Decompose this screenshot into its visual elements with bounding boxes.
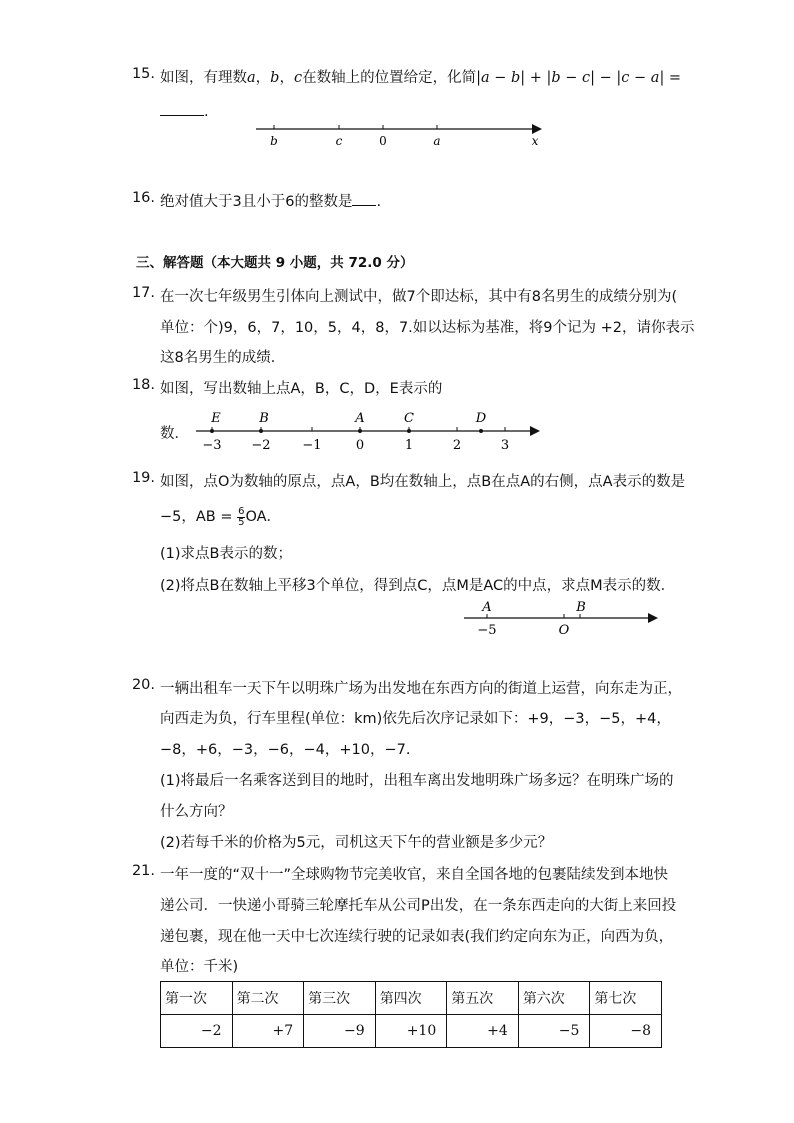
label-d: D (475, 411, 487, 426)
label-x: x (531, 134, 539, 148)
table-cell: +7 (232, 1015, 304, 1048)
q15-expression: |a − b| + |b − c| − |c − a| = (476, 70, 682, 86)
tick-label-minus-1: −1 (302, 438, 322, 453)
q19-line-2 (160, 505, 281, 528)
question-number-21: 21. (131, 863, 155, 879)
q16-text (160, 190, 381, 211)
question-number-20: 20. (131, 677, 155, 693)
point-a (358, 429, 362, 433)
q15-text-a: 如图，有理数 (160, 70, 247, 86)
denominator: 5 (238, 516, 245, 528)
q20-line-3: −8，+6，−3，−6，−4，+10，−7. (160, 742, 411, 758)
arrow-head (530, 426, 540, 436)
tick-label-1: 1 (404, 438, 414, 453)
q17-line-1: 在一次七年级男生引体向上测试中，做7个即达标，其中有8名男生的成绩分别为( (160, 289, 678, 305)
q20-sub-1-line-2: 什么方向？ (160, 804, 233, 820)
q18-number-line (192, 406, 542, 454)
tick-label-0: 0 (355, 438, 365, 453)
question-number-19: 19. (131, 470, 155, 486)
tick-label-2: 2 (452, 438, 462, 453)
q20-line-1: 一辆出租车一天下午以明珠广场为出发地在东西方向的街道上运营，向东走为正， (160, 681, 682, 697)
answer-blank[interactable] (352, 191, 376, 206)
q18-line-2: 数． (160, 426, 189, 442)
var-c: c (293, 70, 303, 86)
question-number-16: 16. (131, 190, 155, 206)
tick-label-minus-5: −5 (477, 623, 497, 638)
q15-text-b: 在数轴上的位置给定，化简 (302, 70, 477, 86)
table-header-cell: 第一次 (161, 982, 233, 1015)
table-header-cell: 第七次 (590, 982, 662, 1015)
point-d (479, 429, 483, 433)
table-cell: −5 (518, 1015, 590, 1048)
section-title: 三、解答题（本大题共 9 小题，共 72.0 分） (136, 255, 414, 271)
arrow-head (532, 124, 542, 134)
table-header-cell: 第三次 (304, 982, 376, 1015)
q15-answer-line (160, 101, 209, 120)
arrow-head (648, 613, 658, 623)
label-a: A (482, 600, 492, 615)
table-header-row (161, 982, 662, 1015)
label-c: c (335, 134, 343, 148)
tick-label-minus-2: −2 (251, 438, 271, 453)
table-cell: −2 (161, 1015, 233, 1048)
table-row (161, 1015, 662, 1048)
tick-label-o: O (558, 623, 570, 638)
q19-line-1: 如图，点O为数轴的原点，点A，B均在数轴上，点B在点A的右侧，点A表示的数是 (160, 474, 686, 490)
label-a: A (355, 411, 365, 426)
tick-label-3: 3 (500, 438, 510, 453)
q16-stem: 绝对值大于3且小于6的整数是 (160, 194, 353, 210)
q19-line-2-pre: −5，AB = (160, 509, 233, 525)
q21-line-4: 单位：千米) (160, 959, 239, 975)
period: . (376, 194, 382, 210)
answer-blank[interactable] (160, 101, 204, 116)
point-b (259, 429, 263, 433)
q18-line-1: 如图，写出数轴上点A，B，C，D，E表示的 (160, 381, 443, 397)
var-a: a (247, 70, 256, 86)
table-header-cell: 第四次 (375, 982, 447, 1015)
q20-line-2: 向西走为负，行车里程(单位：km)依先后次序记录如下：+9，−3，−5，+4， (160, 711, 671, 727)
var-b: b (270, 70, 280, 86)
point-c (407, 429, 411, 433)
sep: ， (279, 70, 294, 86)
tick-label-minus-3: −3 (202, 438, 222, 453)
q21-line-3: 递包裹，现在他一天中七次连续行驶的记录如表(我们约定向东为正，向西为负， (160, 929, 674, 945)
question-number-17: 17. (131, 285, 155, 301)
sep: ， (255, 70, 271, 86)
label-b: B (259, 411, 269, 426)
q15-number-line (250, 118, 550, 150)
label-0: 0 (379, 134, 387, 148)
label-b: B (576, 600, 586, 615)
q19-line-2-post: OA． (245, 509, 282, 525)
point-e (210, 429, 214, 433)
label-a: a (433, 134, 441, 148)
table-cell: −8 (590, 1015, 662, 1048)
table-header-cell: 第六次 (518, 982, 590, 1015)
table-cell: +4 (447, 1015, 519, 1048)
q19-number-line (460, 598, 662, 638)
label-c: C (404, 411, 414, 426)
q17-line-2: 单位：个)9，6，7，10，5，4，8，7.如以达标为基准，将9个记为 +2，请你表示 (160, 320, 695, 336)
numerator: 6 (238, 505, 245, 517)
question-number-15: 15. (131, 66, 155, 82)
q15-text (160, 66, 681, 87)
q19-sub-2: (2)将点B在数轴上平移3个单位，得到点C，点M是AC的中点，求点M表示的数． (160, 578, 676, 594)
question-number-18: 18. (131, 377, 155, 393)
table-cell: −9 (304, 1015, 376, 1048)
q17-line-3: 这8名男生的成绩． (160, 350, 286, 366)
q20-sub-2: (2)若每千米的价格为5元，司机这天下午的营业额是多少元？ (160, 835, 553, 851)
period: . (204, 104, 209, 120)
q21-line-2: 递公司．一快递小哥骑三轮摩托车从公司P出发，在一条东西走向的大街上来回投 (160, 898, 677, 914)
q20-sub-1-line-1: (1)将最后一名乘客送到目的地时，出租车离出发地明珠广场多远？在明珠广场的 (160, 773, 674, 789)
q21-record-table (160, 981, 662, 1048)
table-cell: +10 (375, 1015, 447, 1048)
table-header-cell: 第二次 (232, 982, 304, 1015)
q21-line-1: 一年一度的“双十一”全球购物节完美收官，来自全国各地的包裹陆续发到本地快 (160, 867, 669, 883)
label-e: E (211, 411, 221, 426)
table-header-cell: 第五次 (447, 982, 519, 1015)
label-b: b (270, 134, 278, 148)
q19-sub-1: (1)求点B表示的数； (160, 546, 292, 562)
